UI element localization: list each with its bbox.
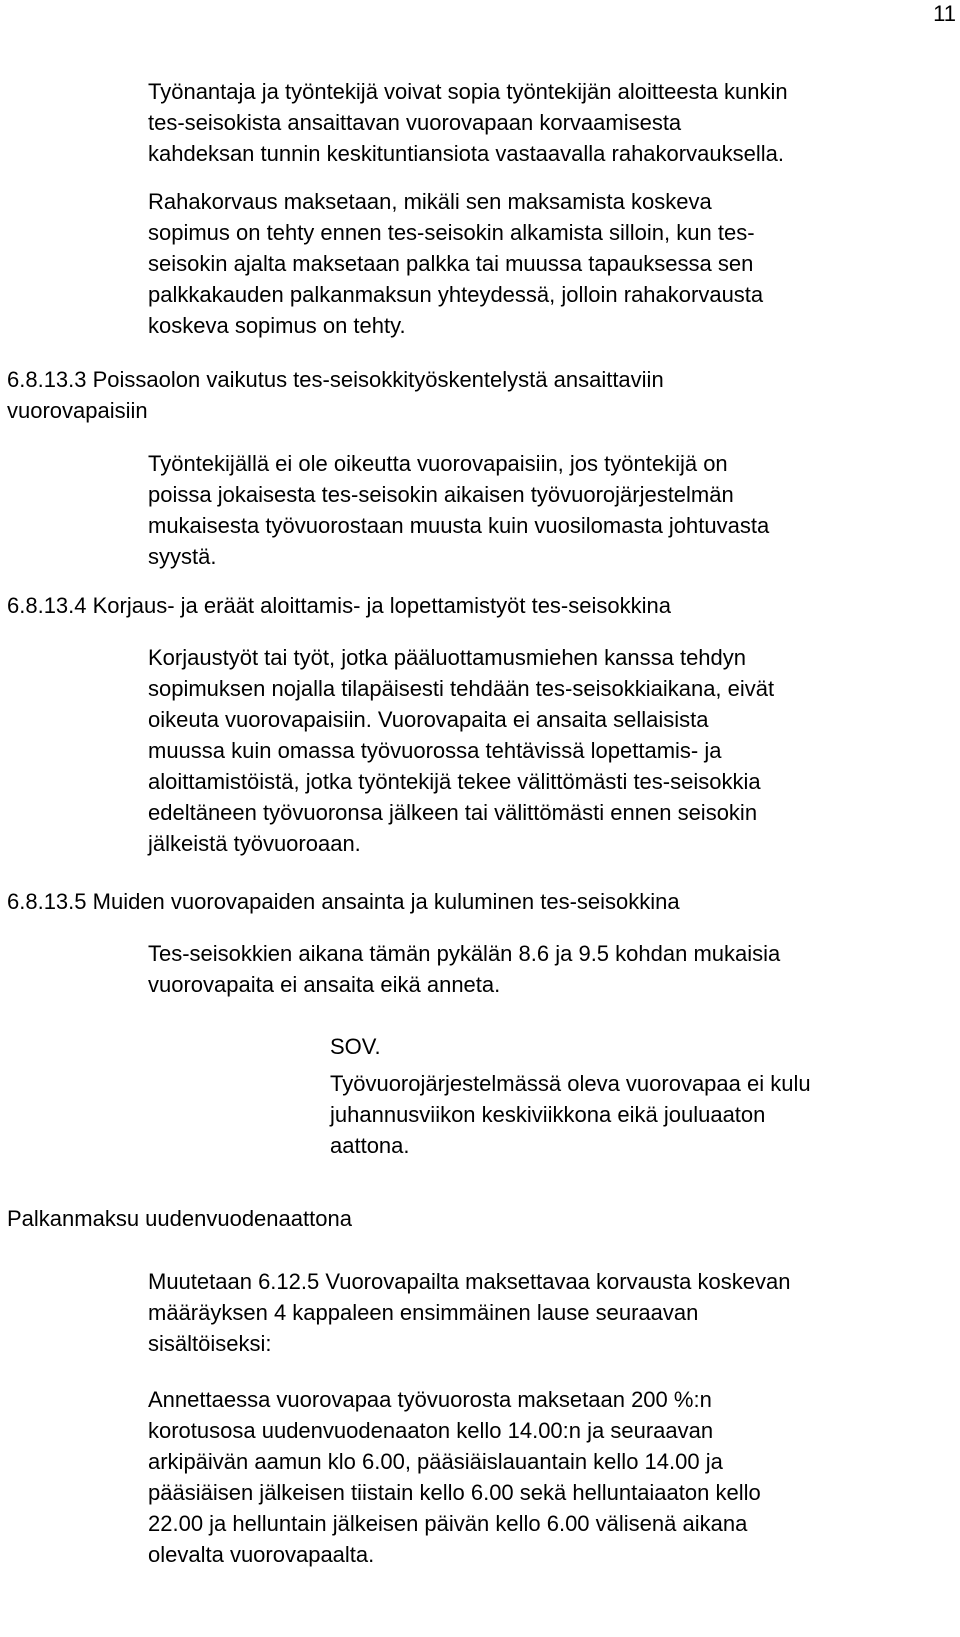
paragraph-other-free-shifts: Tes-seisokkien aikana tämän pykälän 8.6 ja 9.5 kohdan mukaisia vuorovapaita ei ansaita eikä anneta. <box>148 941 781 997</box>
paragraph-repair-work: Korjaustyöt tai työt, jotka pääluottamusmiehen kanssa tehdyn sopimuksen nojalla tilapäisesti tehdään tes-seisokkiaikana, eivät oikeuta vuorovapaisiin. Vuorovapaita ei ansaita sellaisista muussa kuin omassa työvuorossa tehtävissä lopettamis- ja aloittamistöistä, jotka työntekijä tekee välittömästi tes-seisokkia edeltäneen työvuoronsa jälkeen tai välittömästi ennen seisokin jälkeistä työvuoroaan. <box>148 645 775 856</box>
sov-label: SOV. <box>330 1034 381 1059</box>
section-heading-6-8-13-4: 6.8.13.4 Korjaus- ja eräät aloittamis- ja lopettamistyöt tes-seisokkina <box>7 593 671 618</box>
paragraph-overtime-surcharge: Annettaessa vuorovapaa työvuorosta maksetaan 200 %:n korotusosa uudenvuodenaaton kello 14.00:n ja seuraavan arkipäivän aamun klo 6.00, pääsiäislauantain kello 14.00 ja pääsiäisen jälkeisen tiistain kello 6.00 sekä helluntaiaaton kello 22.00 ja helluntain jälkeisen päivän kello 6.00 välisenä aikana olevalta vuorovapaalta. <box>148 1387 761 1567</box>
page-number: 11 <box>933 1 956 26</box>
paragraph-amendment-6-12-5: Muutetaan 6.12.5 Vuorovapailta maksettavaa korvausta koskevan määräyksen 4 kappaleen ensimmäinen lause seuraavan sisältöiseksi: <box>148 1269 791 1356</box>
paragraph-cash-compensation: Rahakorvaus maksetaan, mikäli sen maksamista koskeva sopimus on tehty ennen tes-seisokin alkamista silloin, kun tes- seisokin ajalta maksetaan palkka tai muussa tapauksessa sen palkkakauden palkanmaksun yhteydessä, jolloin rahakorvausta koskeva sopimus on tehty. <box>148 189 764 338</box>
sov-text: Työvuorojärjestelmässä oleva vuorovapaa ei kulu juhannusviikon keskiviikkona eikä jouluaaton aattona. <box>330 1071 811 1158</box>
paragraph-compensation-agreement: Työnantaja ja työntekijä voivat sopia työntekijän aloitteesta kunkin tes-seisokista ansaittavan vuorovapaan korvaamisesta kahdeksan tunnin keskituntiansiota vastaavalla rahakorvauksella. <box>148 79 788 166</box>
section-heading-6-8-13-3: 6.8.13.3 Poissaolon vaikutus tes-seisokkityöskentelystä ansaittaviin vuorovapaisiin <box>7 367 664 423</box>
paragraph-absence-effect: Työntekijällä ei ole oikeutta vuorovapaisiin, jos työntekijä on poissa jokaisesta tes-seisokin aikaisen työvuorojärjestelmän mukaisesta työvuorostaan muusta kuin vuosilomasta johtuvasta syystä. <box>148 451 770 569</box>
section-heading-new-years-eve-pay: Palkanmaksu uudenvuodenaattona <box>7 1206 352 1231</box>
section-heading-6-8-13-5: 6.8.13.5 Muiden vuorovapaiden ansainta ja kuluminen tes-seisokkina <box>7 889 680 914</box>
